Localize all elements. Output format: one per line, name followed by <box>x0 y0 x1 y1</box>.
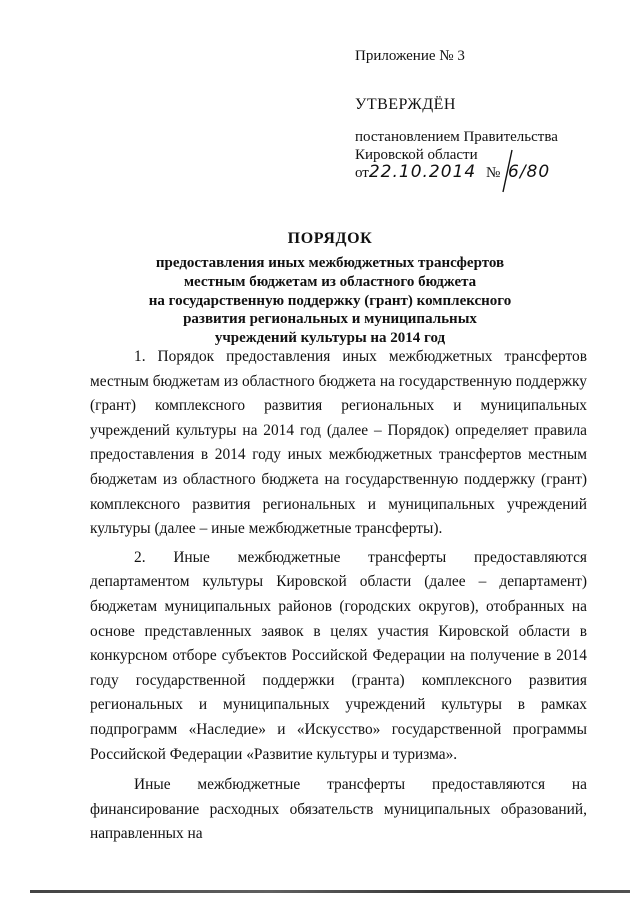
number-sign: № <box>485 165 501 181</box>
scan-bottom-edge <box>30 890 630 893</box>
paragraph-2: 2. Иные межбюджетные трансферты предоставляются департаментом культуры Кировской области (далее – департамент) бюджетам муниципальных районов (городских округов), отобранных на основе представленных заявок в целях участия Кировской области в конкурсном отборе субъектов Российской Федерации на получение в 2014 году государственной поддержки (гранта) комплексного развития региональных и муниципальных учреждений культуры в рамках подпрограмм «Наследие» и «Искусство» государственной программы Российской Федерации «Развитие культуры и туризма». <box>90 548 587 763</box>
paragraph-3: Иные межбюджетные трансферты предоставляются на финансирование расходных обязательств муниципальных образований, направленных на <box>90 776 587 843</box>
handwritten-date: 22.10.2014 <box>368 162 477 182</box>
decree-date-number <box>355 162 550 183</box>
decree-line-2: Кировской области <box>355 147 478 163</box>
decree-line-1: постановлением Правительства <box>355 129 558 145</box>
title-heading: ПОРЯДОК <box>287 230 373 247</box>
handwritten-slash-mark <box>500 148 514 194</box>
title-line-3: на государственную поддержку (грант) комплексного <box>148 292 512 309</box>
document-title <box>95 228 565 348</box>
appendix-label: Приложение № 3 <box>355 48 465 64</box>
document-body <box>90 345 587 851</box>
decree-reference <box>355 128 558 164</box>
paragraph-1: 1. Порядок предоставления иных межбюджетных трансфертов местным бюджетам из областного бюджета на государственную поддержку (грант) комплексного развития региональных и муниципальных учреждений культуры на 2014 год (далее – Порядок) определяет правила предоставления в 2014 году иных межбюджетных трансфертов местным бюджетам из областного бюджета на государственную поддержку (грант) комплексного развития региональных и муниципальных учреждений культуры (далее – иные межбюджетные трансферты). <box>90 348 587 538</box>
date-prefix: от <box>355 165 369 181</box>
title-line-4: развития региональных и муниципальных <box>183 311 477 328</box>
approved-stamp-text: УТВЕРЖДЁН <box>355 96 456 113</box>
title-line-5: учреждений культуры на 2014 год <box>214 330 446 347</box>
title-line-2: местным бюджетам из областного бюджета <box>183 273 477 290</box>
title-line-1: предоставления иных межбюджетных трансфертов <box>155 255 505 271</box>
handwritten-number: 6/80 <box>508 162 551 182</box>
